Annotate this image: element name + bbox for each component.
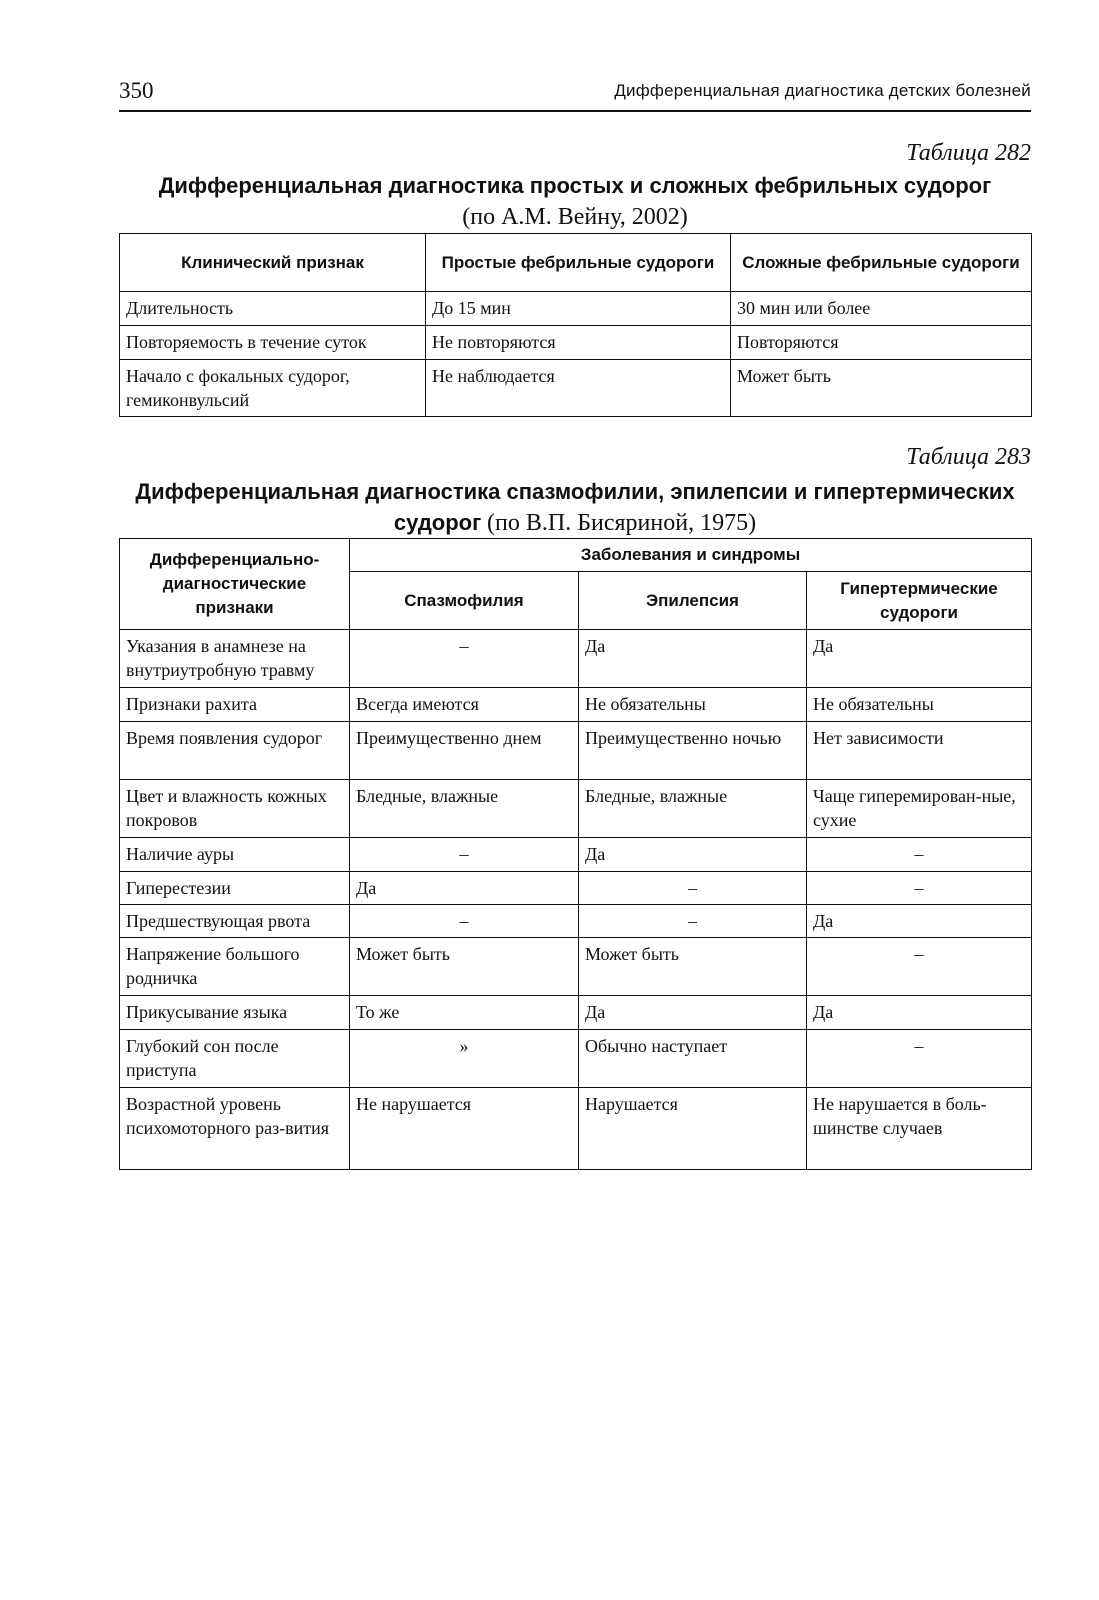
- table-cell: –: [350, 630, 579, 688]
- table-282-title-source: (по А.М. Вейну, 2002): [462, 204, 688, 230]
- table-283-signs-header: Дифференциально-диагностические признаки: [120, 539, 350, 630]
- table-row: [120, 872, 1032, 905]
- table-cell: –: [807, 1030, 1032, 1088]
- table-283-title-source: (по В.П. Бисяриной, 1975): [487, 510, 757, 536]
- table-cell: Не нарушается: [350, 1088, 579, 1170]
- table-283-col-header: Эпилепсия: [579, 572, 807, 630]
- table-cell: Не обязательны: [807, 688, 1032, 722]
- table-282-col-header: Простые фебрильные судороги: [426, 234, 731, 292]
- table-cell: Да: [807, 905, 1032, 938]
- table-cell: Да: [807, 996, 1032, 1030]
- table-282-col-header: Клинический признак: [120, 234, 426, 292]
- table-row: [120, 326, 1032, 360]
- table-282-label: Таблица 282: [906, 140, 1031, 166]
- table-row: [120, 722, 1032, 780]
- table-282-header-row: [120, 234, 1032, 292]
- table-cell: –: [579, 905, 807, 938]
- table-283-col-header: Спазмофилия: [350, 572, 579, 630]
- table-row: [120, 688, 1032, 722]
- table-cell: Всегда имеются: [350, 688, 579, 722]
- page-number: 350: [119, 78, 154, 103]
- table-cell: Цвет и влажность кожных покровов: [120, 780, 350, 838]
- table-cell: Нет зависимости: [807, 722, 1032, 780]
- table-282: [119, 233, 1032, 417]
- table-row: [120, 905, 1032, 938]
- table-cell: Преимущественно ночью: [579, 722, 807, 780]
- table-cell: –: [807, 838, 1032, 872]
- table-cell: Время появления судорог: [120, 722, 350, 780]
- table-283: [119, 538, 1032, 1170]
- table-cell: Предшествующая рвота: [120, 905, 350, 938]
- table-cell: Может быть: [350, 938, 579, 996]
- table-cell: Не обязательны: [579, 688, 807, 722]
- running-header: [119, 78, 1031, 112]
- table-cell: Гиперестезии: [120, 872, 350, 905]
- table-283-title: [110, 476, 1040, 539]
- table-cell: Наличие ауры: [120, 838, 350, 872]
- table-cell: Да: [579, 630, 807, 688]
- table-cell: Преимущественно днем: [350, 722, 579, 780]
- table-cell: Не нарушается в боль-шинстве случаев: [807, 1088, 1032, 1170]
- table-row: [120, 292, 1032, 326]
- table-row: [120, 838, 1032, 872]
- table-283-group-header: Заболевания и синдромы: [350, 539, 1032, 572]
- table-283-title-bold: Дифференциальная диагностика спазмофилии, эпилепсии и гипертермических: [135, 479, 1015, 504]
- table-row: [120, 938, 1032, 996]
- table-cell: Напряжение большого родничка: [120, 938, 350, 996]
- table-row: [120, 996, 1032, 1030]
- table-cell: Возрастной уровень психомоторного раз-вития: [120, 1088, 350, 1170]
- table-cell: Да: [807, 630, 1032, 688]
- table-cell: Не наблюдается: [426, 360, 731, 417]
- table-cell: Бледные, влажные: [579, 780, 807, 838]
- table-cell: –: [579, 872, 807, 905]
- table-283-col-header: Гипертермические судороги: [807, 572, 1032, 630]
- table-283-title-bold-2: судорог: [393, 510, 482, 535]
- table-cell: Не повторяются: [426, 326, 731, 360]
- table-cell: –: [350, 905, 579, 938]
- table-cell: Да: [350, 872, 579, 905]
- table-cell: Обычно наступает: [579, 1030, 807, 1088]
- table-cell: Повторяемость в течение суток: [120, 326, 426, 360]
- table-283-label: Таблица 283: [906, 444, 1031, 470]
- table-cell: Да: [579, 838, 807, 872]
- table-cell: Может быть: [731, 360, 1032, 417]
- table-cell: Начало с фокальных судорог, гемиконвульсий: [120, 360, 426, 417]
- table-282-title: [110, 170, 1040, 233]
- table-cell: До 15 мин: [426, 292, 731, 326]
- table-283-header-row: [120, 539, 1032, 572]
- table-cell: Да: [579, 996, 807, 1030]
- table-282-title-bold: Дифференциальная диагностика простых и сложных фебрильных судорог: [158, 173, 992, 198]
- table-cell: 30 мин или более: [731, 292, 1032, 326]
- table-cell: Указания в анамнезе на внутриутробную травму: [120, 630, 350, 688]
- table-cell: Прикусывание языка: [120, 996, 350, 1030]
- table-row: [120, 780, 1032, 838]
- table-cell: Может быть: [579, 938, 807, 996]
- table-cell: –: [350, 838, 579, 872]
- table-cell: То же: [350, 996, 579, 1030]
- table-cell: Повторяются: [731, 326, 1032, 360]
- table-cell: Чаще гиперемирован-ные, сухие: [807, 780, 1032, 838]
- table-row: [120, 1088, 1032, 1170]
- running-title: Дифференциальная диагностика детских болезней: [614, 81, 1031, 100]
- table-cell: Длительность: [120, 292, 426, 326]
- table-row: [120, 360, 1032, 417]
- table-cell: »: [350, 1030, 579, 1088]
- table-row: [120, 630, 1032, 688]
- table-cell: Признаки рахита: [120, 688, 350, 722]
- table-cell: Бледные, влажные: [350, 780, 579, 838]
- table-cell: Глубокий сон после приступа: [120, 1030, 350, 1088]
- table-row: [120, 1030, 1032, 1088]
- table-cell: –: [807, 938, 1032, 996]
- table-282-col-header: Сложные фебрильные судороги: [731, 234, 1032, 292]
- table-cell: –: [807, 872, 1032, 905]
- table-cell: Нарушается: [579, 1088, 807, 1170]
